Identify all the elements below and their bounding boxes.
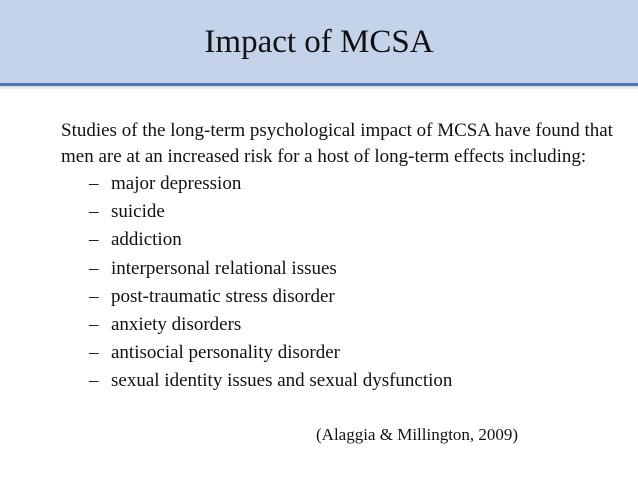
list-item — [61, 170, 621, 198]
list-item-text: anxiety disorders — [111, 313, 242, 335]
list-item-text: interpersonal relational issues — [111, 257, 337, 279]
effects-list — [61, 170, 621, 396]
list-item — [61, 367, 621, 395]
list-item-text: antisocial personality disorder — [111, 342, 340, 364]
dash-bullet: – — [89, 257, 99, 279]
list-item — [61, 198, 621, 226]
slide-title: Impact of MCSA — [204, 24, 434, 60]
citation: (Alaggia & Millington, 2009) — [316, 425, 519, 444]
slide-body — [61, 118, 621, 396]
dash-bullet: – — [89, 342, 99, 364]
intro-paragraph: Studies of the long-term psychological impact of MCSA have found that men are at an increased risk for a host of long-term effects including: — [61, 120, 613, 167]
list-item-text: sexual identity issues and sexual dysfunction — [111, 370, 453, 392]
title-bar — [0, 0, 638, 86]
list-item-text: post-traumatic stress disorder — [111, 285, 335, 307]
list-item-text: suicide — [111, 201, 165, 223]
dash-bullet: – — [89, 229, 99, 251]
title-bar-shadow — [0, 86, 638, 90]
dash-bullet: – — [89, 370, 99, 392]
list-item — [61, 283, 621, 311]
list-item — [61, 311, 621, 339]
list-item — [61, 339, 621, 367]
list-item — [61, 226, 621, 254]
dash-bullet: – — [89, 285, 99, 307]
list-item-text: addiction — [111, 229, 182, 251]
dash-bullet: – — [89, 313, 99, 335]
dash-bullet: – — [89, 173, 99, 194]
dash-bullet: – — [89, 201, 99, 223]
list-item-text: major depression — [111, 173, 242, 194]
list-item — [61, 255, 621, 283]
